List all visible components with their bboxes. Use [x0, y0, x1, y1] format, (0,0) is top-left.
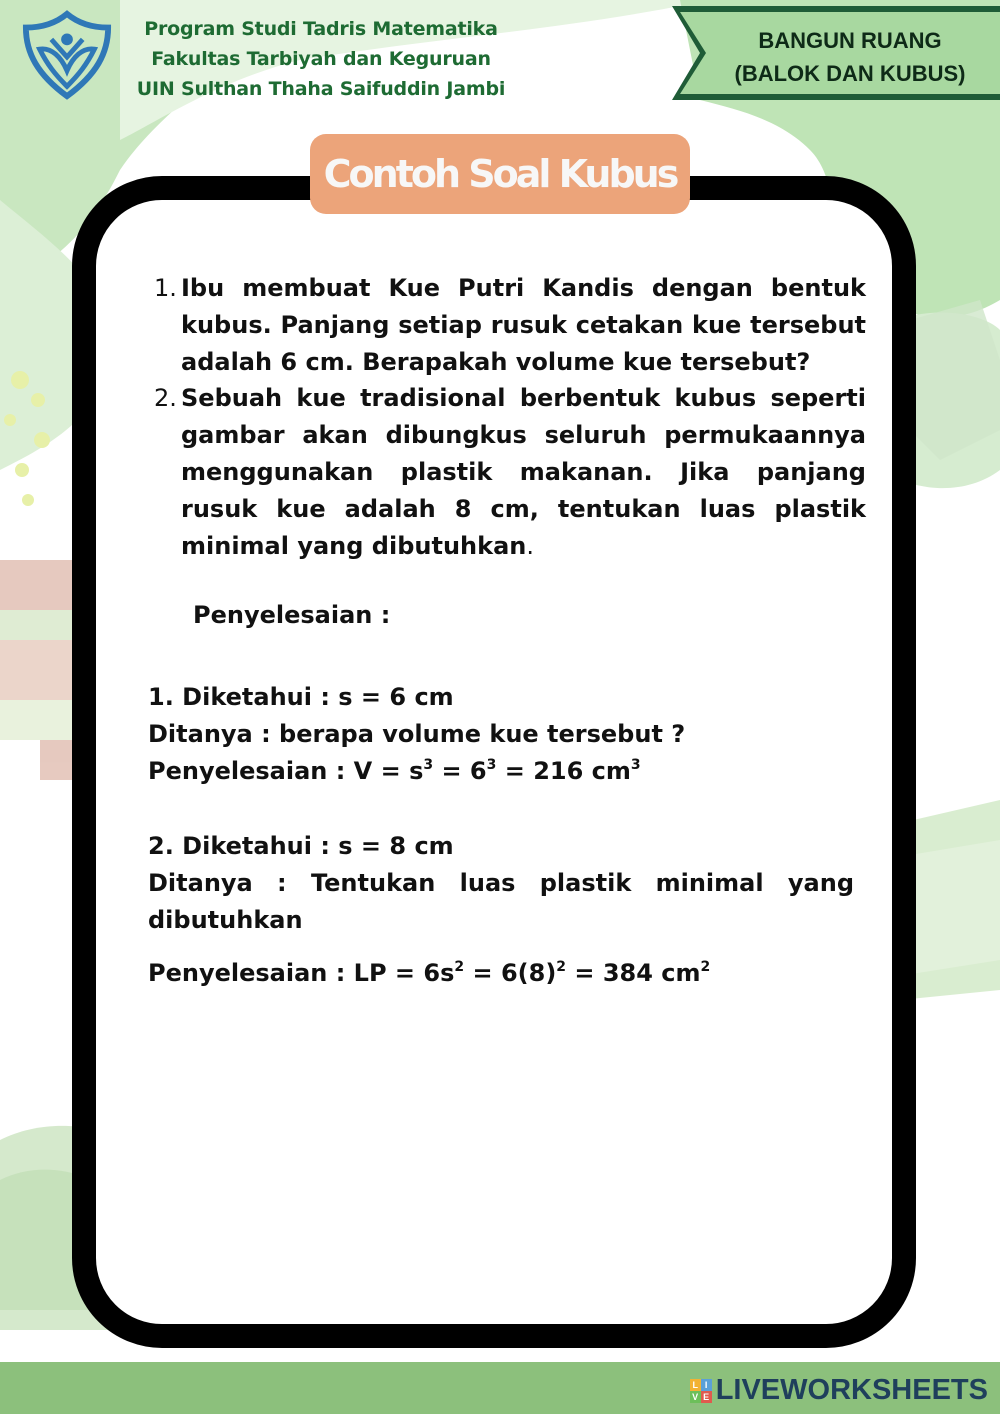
- answer-known: 1. Diketahui : s = 6 cm: [148, 683, 454, 711]
- solution-heading: Penyelesaian :: [193, 601, 391, 629]
- brand-name: LIVEWORKSHEETS: [715, 1374, 988, 1406]
- topic-banner: [700, 24, 1000, 90]
- question-text: Sebuah kue tradisional berbentuk kubus seperti gambar akan dibungkus seluruh permukaannya menggunakan plastik makanan. Jika panjang rusuk kue adalah 8 cm, tentukan luas plastik minimal yang dibutuhkan: [181, 384, 866, 560]
- solution-text: = 384 cm: [566, 959, 701, 987]
- question-text: Ibu membuat Kue Putri Kandis dengan bentuk kubus. Panjang setiap rusuk cetakan kue tersebut adalah 6 cm. Berapakah volume kue tersebut?: [181, 274, 866, 376]
- exponent: 3: [423, 757, 434, 773]
- question-end-mark: .: [526, 531, 534, 560]
- question-list: [148, 270, 866, 564]
- topic-line: BANGUN RUANG: [758, 28, 942, 53]
- solution-text: = 6: [433, 757, 487, 785]
- answer-solution: [148, 955, 854, 992]
- exponent: 3: [630, 757, 641, 773]
- title-pill: [310, 134, 690, 214]
- institution-header: [116, 14, 526, 104]
- question-item: [148, 380, 866, 564]
- university-logo-icon: [18, 10, 116, 102]
- institution-line: Fakultas Tarbiyah dan Keguruan: [151, 48, 491, 70]
- solution-text: = 216 cm: [496, 757, 631, 785]
- page-title: Contoh Soal Kubus: [323, 152, 677, 196]
- exponent: 3: [486, 757, 497, 773]
- topic-line: (BALOK DAN KUBUS): [734, 61, 966, 86]
- answer-asked: Ditanya : Tentukan luas plastik minimal yang dibutuhkan: [148, 869, 854, 934]
- liveworksheets-brand[interactable]: [690, 1374, 988, 1407]
- solution-text: Penyelesaian : V = s: [148, 757, 424, 785]
- logo-letter: V: [690, 1391, 701, 1403]
- answer-1: [148, 679, 685, 790]
- question-item: [148, 270, 866, 380]
- answer-known: 2. Diketahui : s = 8 cm: [148, 832, 454, 860]
- logo-letter: I: [701, 1379, 712, 1391]
- exponent: 2: [454, 959, 465, 975]
- institution-line: Program Studi Tadris Matematika: [144, 18, 498, 40]
- answer-asked: Ditanya : berapa volume kue tersebut ?: [148, 720, 686, 748]
- question-number: 2.: [154, 384, 177, 413]
- logo-letter: L: [690, 1379, 701, 1391]
- exponent: 2: [700, 959, 711, 975]
- exponent: 2: [556, 959, 567, 975]
- answer-solution: [148, 753, 685, 790]
- question-number: 1.: [154, 274, 177, 302]
- answer-2: [148, 828, 854, 992]
- solution-text: = 6(8): [464, 959, 557, 987]
- liveworksheets-logo-icon: [690, 1379, 712, 1403]
- logo-letter: E: [701, 1391, 712, 1403]
- institution-line: UIN Sulthan Thaha Saifuddin Jambi: [136, 78, 506, 100]
- solution-text: Penyelesaian : LP = 6s: [148, 959, 455, 987]
